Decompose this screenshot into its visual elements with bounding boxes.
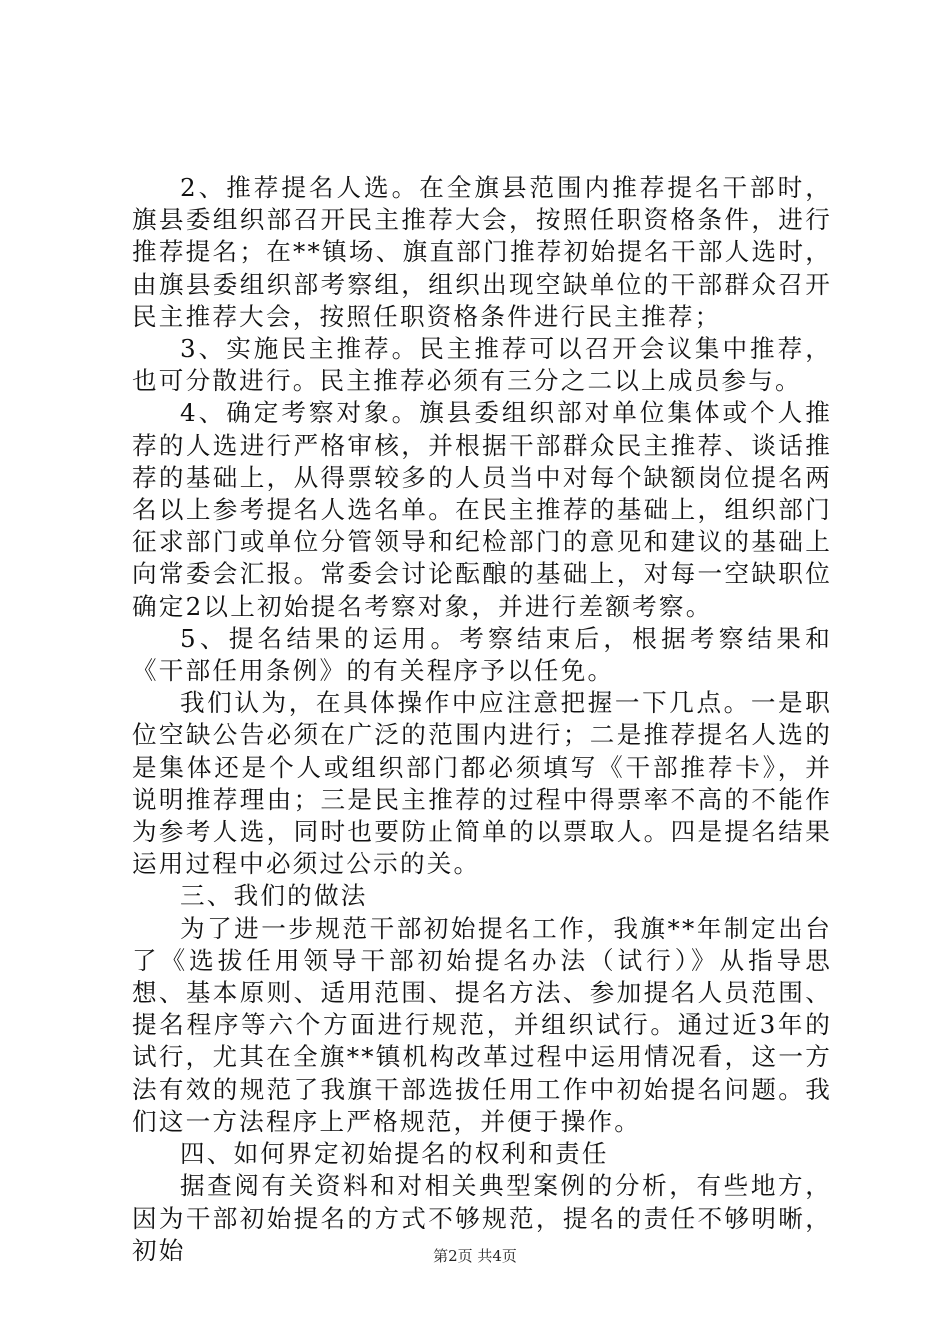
paragraph-our-practice: 为了进一步规范干部初始提名工作，我旗**年制定出台了《选拔任用领导干部初始提名办法（试行）》从指导思想、基本原则、适用范围、提名方法、参加提名人员范围、提名程序等六个方面进行规范，并组织试行。通过近3年的试行，尤其在全旗**镇机构改革过程中运用情况看，这一方法有效的规范了我旗干部选拔任用工作中初始提名问题。我们这一方法程序上严格规范，并便于操作。 xyxy=(132,913,832,1136)
paragraph-recommend-nominees: 2、推荐提名人选。在全旗县范围内推荐提名干部时，旗县委组织部召开民主推荐大会，按照任职资格条件，进行推荐提名；在**镇场、旗直部门推荐初始提名干部人选时，由旗县委组织部考察组，组织出现空缺单位的干部群众召开民主推荐大会，按照任职资格条件进行民主推荐； xyxy=(132,173,832,331)
paragraph-determine-candidates: 4、确定考察对象。旗县委组织部对单位集体或个人推荐的人选进行严格审核，并根据干部群众民主推荐、谈话推荐的基础上，从得票较多的人员当中对每个缺额岗位提名两名以上参考提名人选名单。在民主推荐的基础上，组织部门征求部门或单位分管领导和纪检部门的意见和建议的基础上向常委会汇报。常委会讨论酝酿的基础上，对每一空缺职位确定2以上初始提名考察对象，并进行差额考察。 xyxy=(132,398,832,621)
section-heading-rights-responsibilities: 四、如何界定初始提名的权利和责任 xyxy=(180,1139,609,1169)
document-body xyxy=(132,172,832,1267)
section-heading-our-practice: 三、我们的做法 xyxy=(180,881,368,911)
paragraph-democratic-recommendation: 3、实施民主推荐。民主推荐可以召开会议集中推荐，也可分散进行。民主推荐必须有三分之二以上成员参与。 xyxy=(132,334,832,396)
paragraph-key-points: 我们认为，在具体操作中应注意把握一下几点。一是职位空缺公告必须在广泛的范围内进行；二是推荐提名人选的是集体还是个人或组织部门都必须填写《干部推荐卡》，并说明推荐理由；三是民主推荐的过程中得票率不高的不能作为参考人选，同时也要防止简单的以票取人。四是提名结果运用过程中必须过公示的关。 xyxy=(132,688,832,879)
page-number-footer: 第2页 共4页 xyxy=(433,1247,517,1265)
paragraph-rights-responsibilities: 据查阅有关资料和对相关典型案例的分析，有些地方，因为干部初始提名的方式不够规范，提名的责任不够明晰，初始 xyxy=(132,1171,832,1265)
paragraph-nomination-results: 5、提名结果的运用。考察结束后，根据考察结果和《干部任用条例》的有关程序予以任免。 xyxy=(132,623,832,686)
